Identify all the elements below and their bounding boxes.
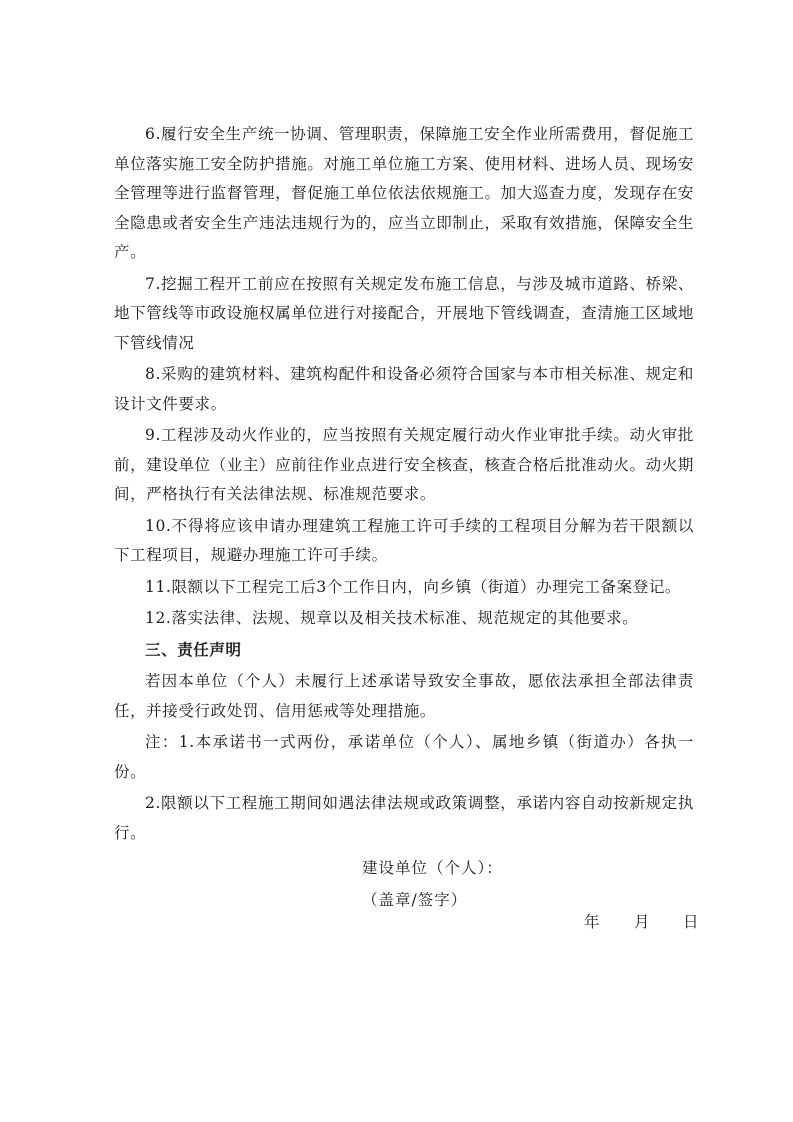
clause-7: 7.挖掘工程开工前应在按照有关规定发布施工信息，与涉及城市道路、桥梁、地下管线等市政设施权属单位进行对接配合，开展地下管线调查，查清施工区域地下管线情况 — [114, 274, 694, 352]
clause-11: 11.限额以下工程完工后3个工作日内，向乡镇（街道）办理完工备案登记。 — [145, 577, 682, 596]
signature-seal-label: （盖章/签字） — [362, 891, 468, 909]
clause-9: 9.工程涉及动火作业的，应当按照有关规定履行动火作业审批手续。动火审批前，建设单位（业主）应前往作业点进行安全核查，核查合格后批准动火。动火期间，严格执行有关法律法规、标准规范要求。 — [114, 426, 694, 503]
section-heading: 三、责任声明 — [145, 640, 242, 659]
note-2: 2.限额以下工程施工期间如遇法律法规或政策调整，承诺内容自动按新规定执行。 — [114, 794, 694, 842]
clause-6: 6.履行安全生产统一协调、管理职责，保障施工安全作业所需费用，督促施工单位落实施工安全防护措施。对施工单位施工方案、使用材料、进场人员、现场安全管理等进行监督管理，督促施工单位依法依规施工。加大巡查力度，发现存在安全隐患或者安全生产违法违规行为的，应当立即制止，采取有效措施，保障安全生产。 — [114, 125, 694, 261]
clause-8: 8.采购的建筑材料、建筑构配件和设备必须符合国家与本市相关标准、规定和设计文件要求。 — [114, 365, 694, 413]
liability-statement: 若因本单位（个人）未履行上述承诺导致安全事故，愿依法承担全部法律责任，并接受行政处罚、信用惩戒等处理措施。 — [114, 672, 694, 720]
signature-unit-label: 建设单位（个人）： — [362, 859, 503, 877]
note-1: 注：1.本承诺书一式两份，承诺单位（个人）、属地乡镇（街道办）各执一份。 — [114, 733, 694, 781]
date-day: 日 — [683, 913, 699, 931]
clause-10: 10.不得将应该申请办理建筑工程施工许可手续的工程项目分解为若干限额以下工程项目，规避办理施工许可手续。 — [114, 516, 694, 564]
date-year: 年 — [584, 913, 600, 931]
date-month: 月 — [634, 913, 650, 931]
document-body — [114, 120, 694, 850]
clause-12: 12.落实法律、法规、规章以及相关技术标准、规范规定的其他要求。 — [145, 609, 639, 627]
